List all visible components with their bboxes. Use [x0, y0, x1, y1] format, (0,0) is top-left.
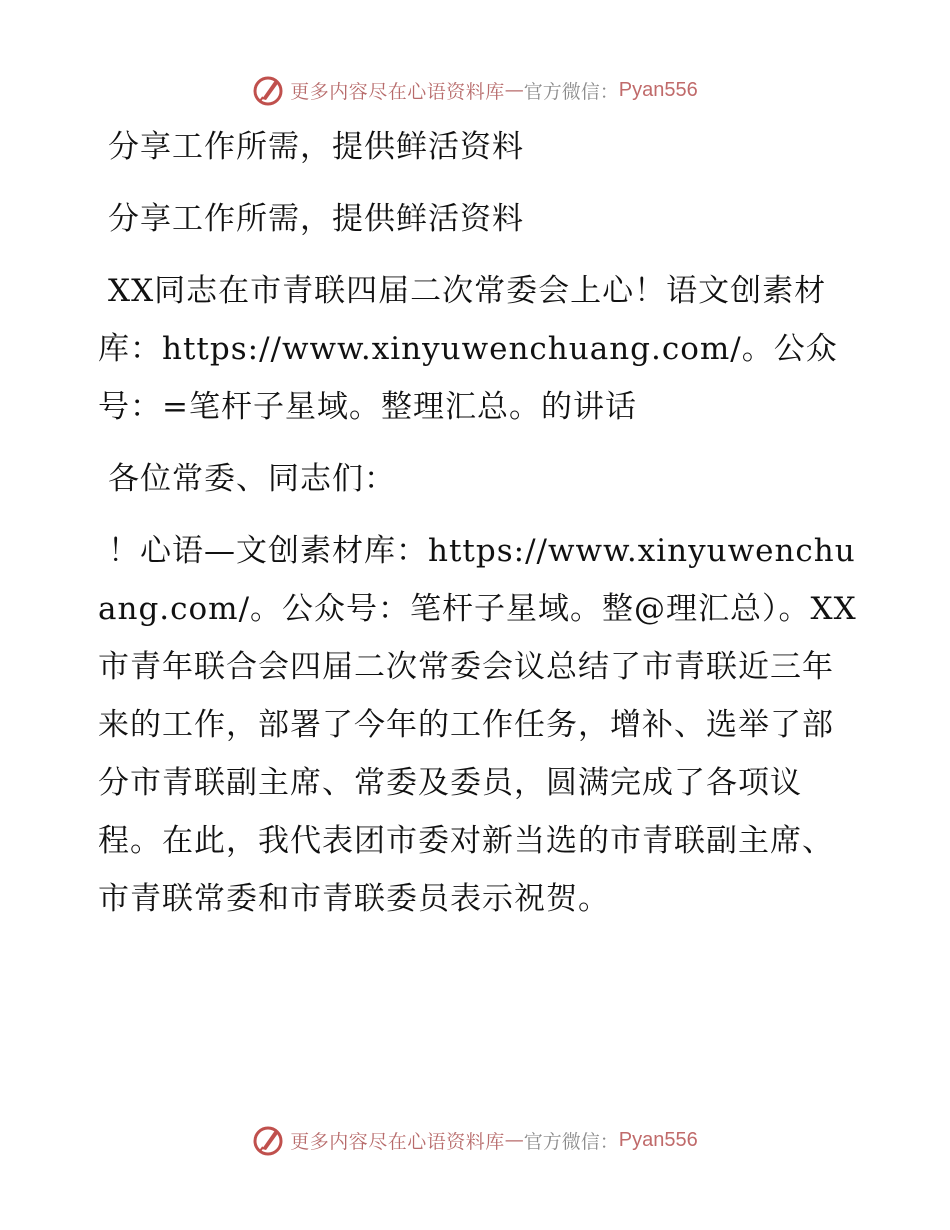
banner-wechat-id: Pyan556	[618, 78, 698, 101]
header-banner	[0, 70, 950, 110]
quill-logo-icon	[252, 1123, 286, 1157]
body-paragraph: ！心语—文创素材库：https://www.xinyuwenchuang.com/。公众号：笔杆子星域。整@理汇总）。XX市青年联合会四届二次常委会议总结了市青联近三年来的工作，部署了今年的工作任务，增补、选举了部分市青联副主席、常委及委员，圆满完成了各项议程。在此，我代表团市委对新当选的市青联副主席、市青联常委和市青联委员表示祝贺。	[98, 533, 857, 917]
document-body	[98, 118, 858, 928]
speech-title: XX同志在市青联四届二次常委会上心！语文创素材库：https://www.xinyuwenchuang.com/。公众号：=笔杆子星域。整理汇总。的讲话	[98, 273, 838, 425]
footer-wechat-id: Pyan556	[618, 1128, 698, 1151]
quill-logo-icon	[252, 73, 286, 107]
footer-banner	[0, 1120, 950, 1160]
banner-separator: —	[504, 79, 524, 101]
banner-wechat-label: 官方微信：	[523, 80, 619, 103]
footer-slogan: 更多内容尽在心语资料库	[290, 1130, 505, 1153]
intro-line-2: 分享工作所需，提供鲜活资料	[108, 201, 524, 237]
footer-wechat-label: 官方微信：	[523, 1130, 619, 1153]
footer-separator: —	[504, 1129, 524, 1151]
banner-slogan: 更多内容尽在心语资料库	[290, 80, 505, 103]
salutation: 各位常委、同志们：	[108, 461, 396, 497]
intro-line-1: 分享工作所需，提供鲜活资料	[108, 129, 524, 165]
